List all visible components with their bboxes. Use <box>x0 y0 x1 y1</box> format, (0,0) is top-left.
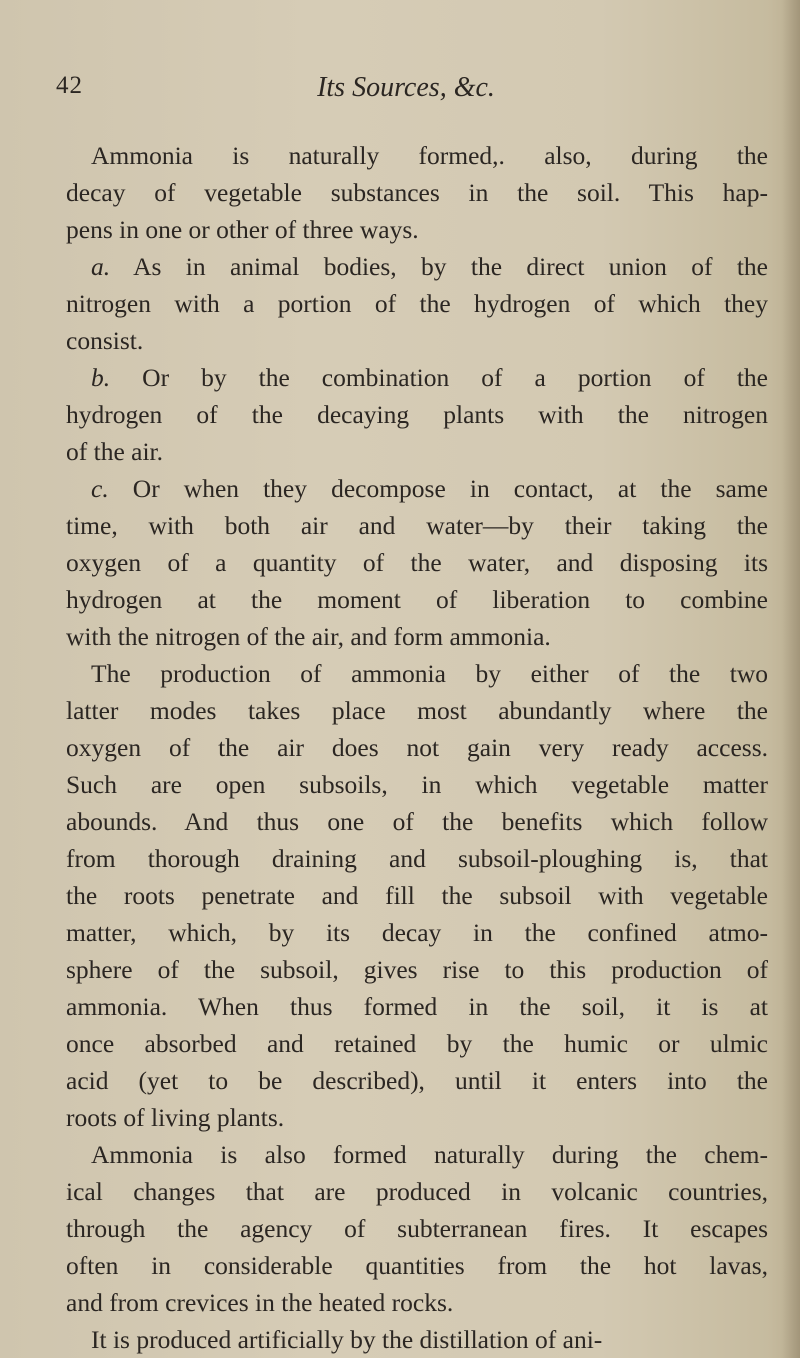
line-text: once absorbed and retained by the humic or ulmic <box>66 1029 768 1058</box>
text-line <box>66 1099 768 1136</box>
text-line <box>66 840 768 877</box>
line-text: decay of vegetable substances in the soil. This hap- <box>66 178 768 207</box>
text-line <box>66 1062 768 1099</box>
text-line <box>66 1173 768 1210</box>
text-line <box>66 1321 768 1358</box>
text-line <box>66 285 768 322</box>
text-line <box>66 803 768 840</box>
text-line <box>66 137 768 174</box>
text-line <box>66 359 768 396</box>
line-text: time, with both air and water—by their taking the <box>66 511 768 540</box>
line-text: ical changes that are produced in volcanic countries, <box>66 1177 768 1206</box>
text-line <box>66 581 768 618</box>
text-line <box>66 988 768 1025</box>
line-text: oxygen of the air does not gain very ready access. <box>66 733 768 762</box>
text-line <box>66 470 768 507</box>
line-text: nitrogen with a portion of the hydrogen of which they <box>66 289 768 318</box>
text-line <box>66 951 768 988</box>
line-text: hydrogen at the moment of liberation to combine <box>66 585 768 614</box>
list-marker: c. <box>91 474 109 503</box>
line-text: pens in one or other of three ways. <box>66 215 419 244</box>
text-line <box>66 211 768 248</box>
line-text: As in animal bodies, by the direct union of the <box>110 252 768 281</box>
line-text: the roots penetrate and fill the subsoil with vegetable <box>66 881 768 910</box>
line-text: sphere of the subsoil, gives rise to this production of <box>66 955 768 984</box>
text-line <box>66 174 768 211</box>
text-line <box>66 655 768 692</box>
line-text: abounds. And thus one of the benefits which follow <box>66 807 768 836</box>
line-text: Or by the combination of a portion of the <box>110 363 768 392</box>
text-line <box>66 766 768 803</box>
line-text: ammonia. When thus formed in the soil, it is at <box>66 992 768 1021</box>
text-line <box>66 396 768 433</box>
line-text: acid (yet to be described), until it enters into the <box>66 1066 768 1095</box>
text-line <box>66 692 768 729</box>
line-text: with the nitrogen of the air, and form ammonia. <box>66 622 551 651</box>
text-line <box>66 1210 768 1247</box>
page-edge-shadow <box>782 0 800 1358</box>
line-text: The production of ammonia by either of the two <box>91 659 768 688</box>
text-line <box>66 1247 768 1284</box>
body-text <box>66 137 768 1358</box>
text-line <box>66 618 768 655</box>
line-text: from thorough draining and subsoil-ploughing is, that <box>66 844 768 873</box>
list-marker: b. <box>91 363 111 392</box>
text-line <box>66 1136 768 1173</box>
line-text: matter, which, by its decay in the confined atmo- <box>66 918 768 947</box>
text-line <box>66 433 768 470</box>
text-line <box>66 544 768 581</box>
line-text: of the air. <box>66 437 164 466</box>
text-line <box>66 877 768 914</box>
list-marker: a. <box>91 252 111 281</box>
text-line <box>66 248 768 285</box>
text-line <box>66 914 768 951</box>
line-text: often in considerable quantities from the hot lavas, <box>66 1251 768 1280</box>
line-text: Or when they decompose in contact, at the same <box>108 474 768 503</box>
text-line <box>66 322 768 359</box>
page-header <box>56 72 776 112</box>
text-line <box>66 1284 768 1321</box>
line-text: Ammonia is naturally formed,. also, during the <box>91 141 768 170</box>
line-text: roots of living plants. <box>66 1103 285 1132</box>
line-text: and from crevices in the heated rocks. <box>66 1288 454 1317</box>
line-text: Ammonia is also formed naturally during the chem- <box>91 1140 768 1169</box>
page-number: 42 <box>56 72 83 99</box>
text-line <box>66 507 768 544</box>
line-text: latter modes takes place most abundantly where the <box>66 696 768 725</box>
line-text: oxygen of a quantity of the water, and disposing its <box>66 548 768 577</box>
running-title: Its Sources, &c. <box>317 72 495 103</box>
line-text: hydrogen of the decaying plants with the nitrogen <box>66 400 768 429</box>
line-text: through the agency of subterranean fires. It escapes <box>66 1214 768 1243</box>
line-text: Such are open subsoils, in which vegetable matter <box>66 770 768 799</box>
line-text: consist. <box>66 326 144 355</box>
line-text: It is produced artificially by the distillation of ani- <box>91 1325 603 1354</box>
text-line <box>66 729 768 766</box>
text-line <box>66 1025 768 1062</box>
